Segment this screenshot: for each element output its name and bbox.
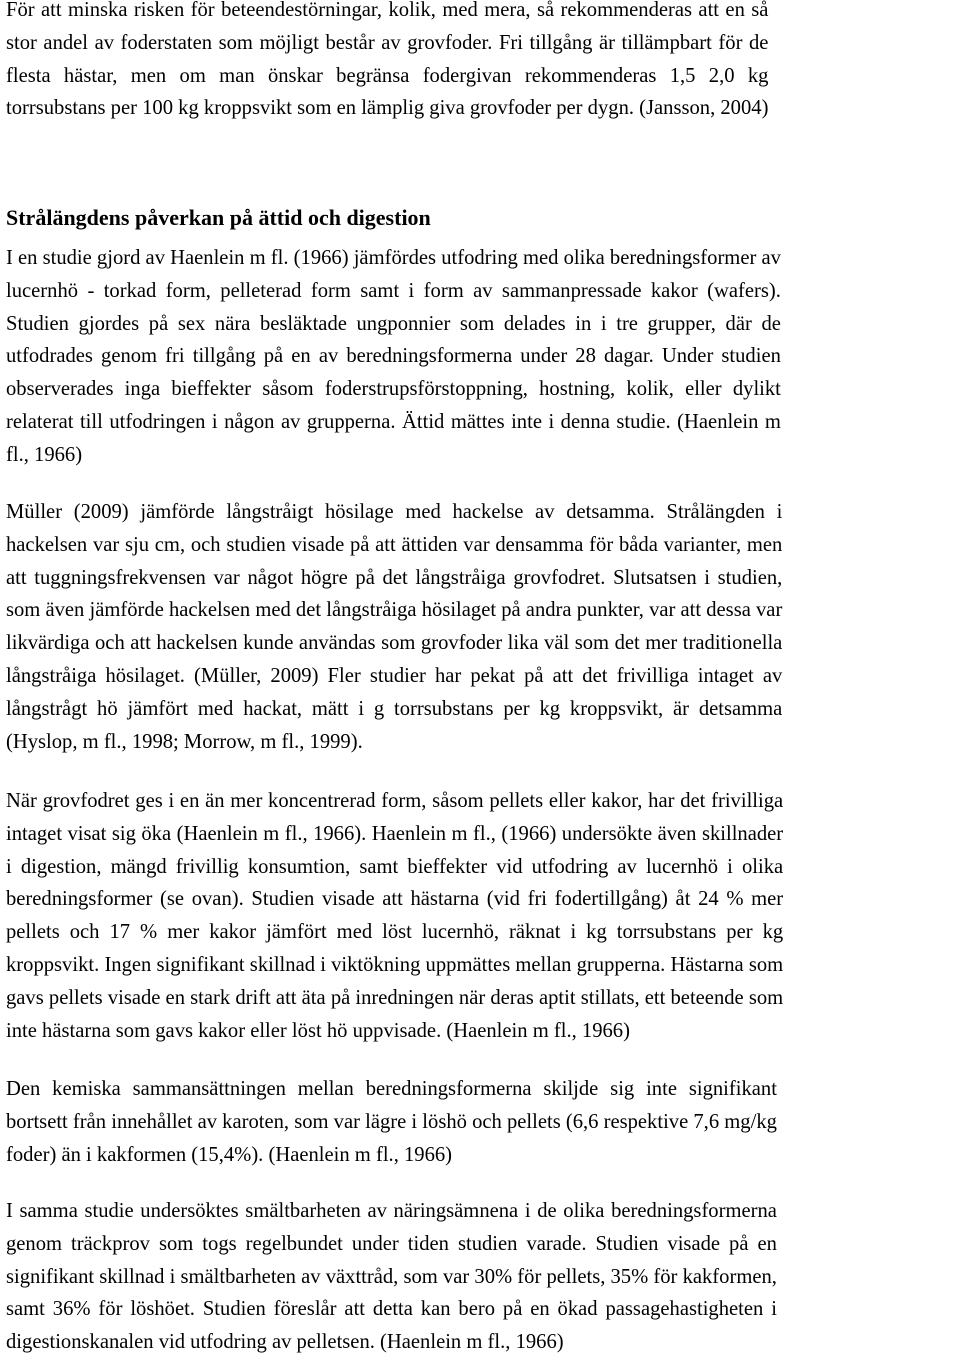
text-line: foder) än i kakformen (15,4%). (Haenlein m fl., 1966) xyxy=(6,1143,453,1166)
paragraph-muller-study xyxy=(6,496,782,758)
text-line: likvärdiga och att hackelsen kunde användas som grovfoder lika väl som det mer traditionella xyxy=(6,632,783,655)
text-line: fl., 1966) xyxy=(6,443,83,466)
text-line: långstråiga hösilaget. (Müller, 2009) Fler studier har pekat på att det frivilliga intaget av xyxy=(6,664,783,687)
intro-paragraph xyxy=(6,0,768,125)
paragraph-haenlein-study xyxy=(6,242,781,472)
text-line: Müller (2009) jämförde långstråigt hösilage med hackelse av detsamma. Strålängden i xyxy=(6,501,783,523)
text-line: torrsubstans per 100 kg kroppsvikt som en lämplig giva grovfoder per dygn. (Jansson, 2004) xyxy=(6,97,769,120)
text-line: I en studie gjord av Haenlein m fl. (1966) jämfördes utfodring med olika beredningsformer av xyxy=(6,247,781,269)
text-line: (Hyslop, m fl., 1998; Morrow, m fl., 1999). xyxy=(6,730,363,753)
text-line: genom träckprov som togs regelbundet under tiden studien varade. Studien visade på en xyxy=(6,1232,777,1255)
text-line: flesta hästar, men om man önskar begränsa fodergivan rekommenderas 1,5 2,0 kg xyxy=(6,64,769,87)
text-line: För att minska risken för beteendestörningar, kolik, med mera, så rekommenderas att en så xyxy=(6,0,769,21)
text-line: I samma studie undersöktes smältbarheten av näringsämnena i de olika beredningsformerna xyxy=(6,1200,777,1222)
text-line: kroppsvikt. Ingen signifikant skillnad i viktökning uppmättes mellan grupperna. Hästarna som xyxy=(6,953,784,976)
text-line: hackelsen var sju cm, och studien visade på att ättiden var densamma för båda varianter, men xyxy=(6,533,783,556)
text-line: När grovfodret ges i en än mer koncentrerad form, såsom pellets eller kakor, har det frivilliga xyxy=(6,790,784,812)
text-line: inte hästarna som gavs kakor eller löst hö uppvisade. (Haenlein m fl., 1966) xyxy=(6,1019,630,1042)
text-line: relaterat till utfodringen i någon av grupperna. Ättid mättes inte i denna studie. (Haenlein m xyxy=(6,410,781,433)
text-line: samt 36% för löshöet. Studien föreslår att detta kan bero på en ökad passagehastigheten i xyxy=(6,1298,777,1321)
text-line: utfodrades genom fri tillgång på en av beredningsformerna under 28 dagar. Under studien xyxy=(6,345,781,368)
text-line: långstrågt hö jämfört med hackat, mätt i g torrsubstans per kg kroppsvikt, är detsamma xyxy=(6,697,783,720)
text-line: som även jämförde hackelsen med det långstråiga hösilaget på andra punkter, var att dessa var xyxy=(6,599,783,622)
text-line: bortsett från innehållet av karoten, som var lägre i löshö och pellets (6,6 respektive 7,6 mg/kg xyxy=(6,1110,777,1133)
text-line: stor andel av foderstaten som möjligt består av grovfoder. Fri tillgång är tillämpbart för de xyxy=(6,31,769,54)
text-line: observerades inga bieffekter såsom foderstrupsförstoppning, hostning, kolik, eller dylikt xyxy=(6,378,781,401)
text-line: signifikant skillnad i smältbarheten av växttråd, som var 30% för pellets, 35% för kakformen, xyxy=(6,1265,777,1288)
text-line: Den kemiska sammansättningen mellan beredningsformerna skiljde sig inte signifikant xyxy=(6,1078,777,1100)
text-line: gavs pellets visade en stark drift att äta på inredningen när deras aptit stillats, ett beteende som xyxy=(6,986,784,1009)
paragraph-chemical-composition xyxy=(6,1073,777,1171)
text-line: lucernhö - torkad form, pelleterad form samt i form av sammanpressade kakor (wafers). xyxy=(6,279,781,302)
text-line: att tuggningsfrekvensen var något högre på det långstråiga grovfodret. Slutsatsen i studien, xyxy=(6,566,783,589)
text-line: beredningsformer (se ovan). Studien visade att hästarna (vid fri fodertillgång) åt 24 % mer xyxy=(6,888,784,911)
paragraph-concentrated-forms xyxy=(6,785,783,1047)
text-line: digestionskanalen vid utfodring av pelletsen. (Haenlein m fl., 1966) xyxy=(6,1331,564,1354)
paragraph-digestibility xyxy=(6,1195,777,1359)
text-line: intaget visat sig öka (Haenlein m fl., 1966). Haenlein m fl., (1966) undersökte även skillnader xyxy=(6,822,784,845)
text-line: pellets och 17 % mer kakor jämfört med löst lucernhö, räknat i kg torrsubstans per kg xyxy=(6,921,784,944)
text-line: i digestion, mängd frivillig konsumtion, samt bieffekter vid utfodring av lucernhö i olika xyxy=(6,855,784,878)
text-line: Studien gjordes på sex nära besläktade ungponnier som delades in i tre grupper, där de xyxy=(6,312,781,335)
section-heading: Strålängdens påverkan på ättid och digestion xyxy=(6,205,431,230)
